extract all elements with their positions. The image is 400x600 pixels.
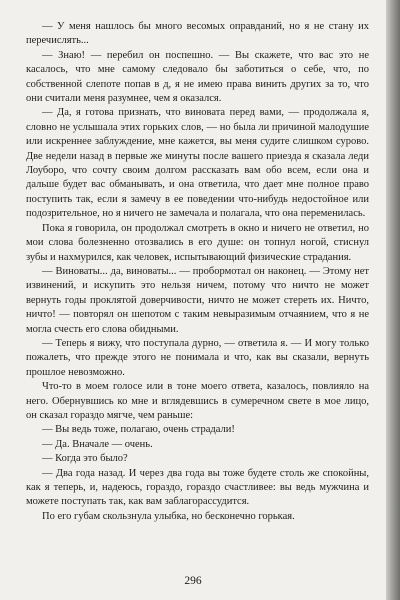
body-text (26, 20, 369, 524)
paragraph: — Да. Вначале — очень. (42, 438, 153, 450)
paragraph: — У меня нашлось бы много весомых оправданий, но я не стану их перечислять... (26, 21, 369, 47)
page-edge-shadow (386, 0, 400, 600)
paragraph: Пока я говорила, он продолжал смотреть в окно и ничего не ответил, но мои слова болезненно отозвались в его душе: он топнул ногой, стиснул зубы и нахмурился, как человек, испытывающий физические страдания. (26, 222, 369, 263)
paragraph: — Виноваты... да, виноваты... — пробормотал он наконец. — Этому нет извинений, и искупить это нельзя ничем, потому что ничто не может вернуть годы проклятой доверчивости, ничто не может стереть их. Ничто, ничто! — повторял он шепотом с таким невыразимым отчаянием, что я не могла счесть его слова обидными. (26, 265, 369, 335)
paragraph: — Два года назад. И через два года вы тоже будете столь же спокойны, как я теперь, и, надеюсь, гораздо, гораздо счастливее: вы ведь мужчина и можете поступать так, как вам заблагорассудится. (26, 467, 369, 508)
paragraph: — Теперь я вижу, что поступала дурно, — ответила я. — И могу только пожалеть, что прежде этого не понимала и что, как вы сказали, вернуть прошлое невозможно. (26, 337, 369, 378)
paragraph: По его губам скользнула улыбка, но бесконечно горькая. (42, 510, 295, 522)
paragraph: Что-то в моем голосе или в тоне моего ответа, казалось, повлияло на него. Обернувшись ко мне и вглядевшись в сумеречном свете в мое лицо, он сказал гораздо мягче, чем раньше: (26, 381, 369, 421)
page-number: 296 (184, 575, 202, 587)
paragraph: — Вы ведь тоже, полагаю, очень страдали! (42, 424, 235, 436)
paragraph: — Когда это было? (42, 453, 128, 465)
paragraph: — Да, я готова признать, что виновата перед вами, — продолжала я, словно не услышала этих горьких слов, — но была ли причиной малодушие или искреннее заблуждение, мне кажется, вы меня судите слишком сурово. Две недели назад в первые же минуты после вашего приезда я сказала леди Лоуборо, что сочту своим долгом рассказать вам обо всем, если она и дальше будет вас обманывать, и она ответила, что дает мне полное право поступить так, если я замечу в ее поведении что-нибудь недостойное или подозрительное, но я ничего не замечала и полагала, что она переменилась. (26, 107, 369, 220)
paragraph: — Знаю! — перебил он поспешно. — Вы скажете, что вас это не касалось, что мне самому следовало бы заботиться о себе, что, по собственной слепоте попав в д, я не имею права винить других за то, что они считали меня разумнее, чем я оказался. (26, 49, 369, 105)
